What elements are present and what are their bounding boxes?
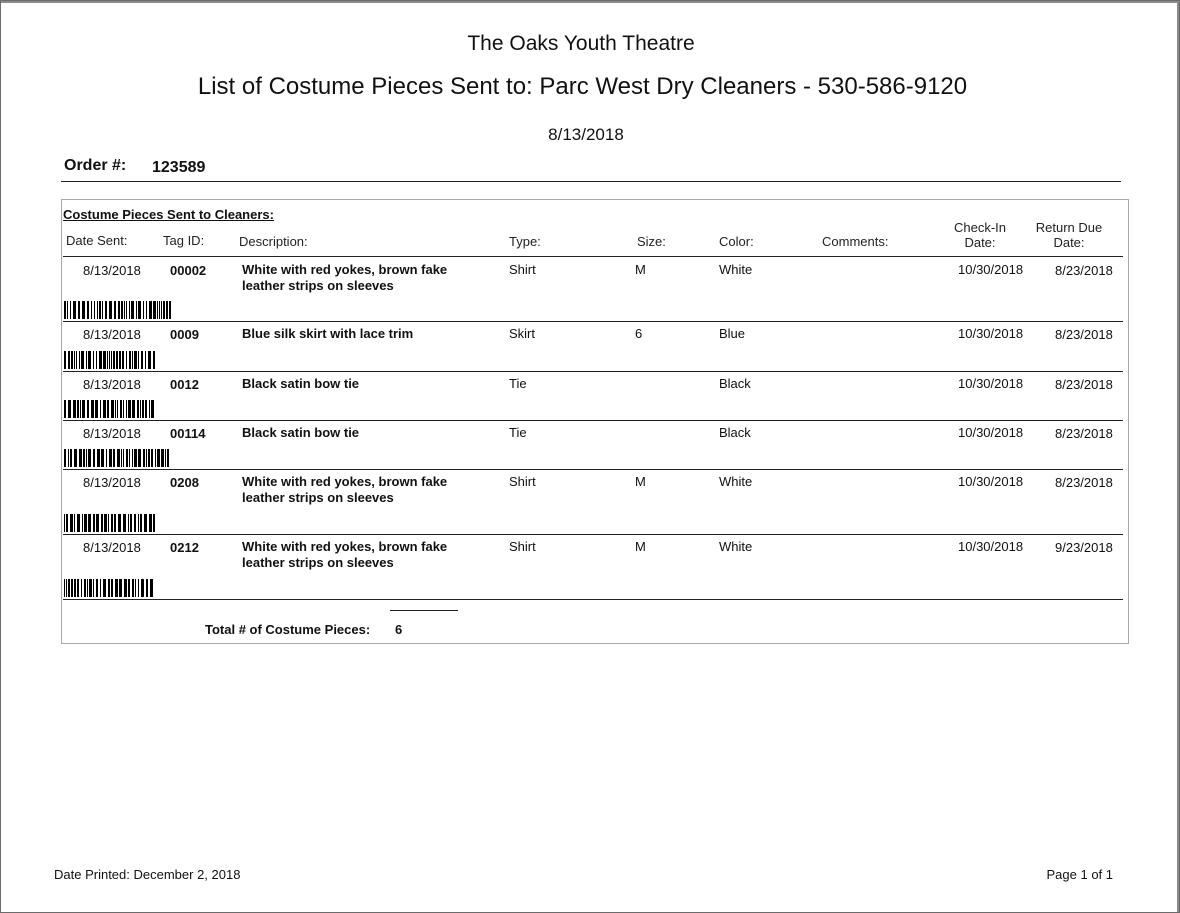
header-return-line1: Return Due <box>1035 220 1103 235</box>
organization-title: The Oaks Youth Theatre <box>467 32 695 55</box>
header-checkin-line1: Check-In <box>953 220 1007 235</box>
cell-checkin: 10/30/2018 <box>958 376 1024 391</box>
cell-description <box>242 326 413 342</box>
cell-return-due: 9/23/2018 <box>1055 540 1113 555</box>
cell-description <box>242 474 447 506</box>
order-divider <box>61 181 1121 182</box>
cell-description <box>242 376 359 392</box>
cell-description <box>242 262 447 294</box>
total-label: Total # of Costume Pieces: <box>205 622 371 637</box>
description-line-1: White with red yokes, brown fake <box>242 474 448 489</box>
cell-color: Blue <box>719 326 746 341</box>
description-line-1: White with red yokes, brown fake <box>242 262 448 277</box>
cell-return-due: 8/23/2018 <box>1055 263 1113 278</box>
cell-date-sent: 8/13/2018 <box>83 475 141 490</box>
cell-type: Skirt <box>509 326 535 341</box>
table-row <box>63 257 1123 322</box>
description-line-1: Blue silk skirt with lace trim <box>242 326 414 341</box>
cell-checkin: 10/30/2018 <box>958 425 1024 440</box>
description-line-2: leather strips on sleeves <box>242 490 394 505</box>
barcode-graphic <box>63 351 157 369</box>
description-line-2: leather strips on sleeves <box>242 555 394 570</box>
cell-return-due: 8/23/2018 <box>1055 426 1113 441</box>
cell-date-sent: 8/13/2018 <box>83 327 141 342</box>
cell-color: Black <box>719 425 751 440</box>
cell-tag-id: 00114 <box>170 426 206 441</box>
header-date-sent: Date Sent: <box>66 233 128 248</box>
cell-checkin: 10/30/2018 <box>958 262 1024 277</box>
total-divider <box>390 610 458 611</box>
table-row <box>63 321 1123 372</box>
header-size: Size: <box>637 234 666 249</box>
barcode-graphic <box>63 449 173 467</box>
cell-date-sent: 8/13/2018 <box>83 426 141 441</box>
cell-type: Tie <box>509 425 527 440</box>
cell-type: Shirt <box>509 474 536 489</box>
cell-size: M <box>635 539 646 554</box>
header-checkin-line2: Date: <box>964 235 996 250</box>
cell-tag-id: 0208 <box>170 475 199 490</box>
barcode-graphic <box>63 579 157 597</box>
description-line-1: Black satin bow tie <box>242 376 360 391</box>
cell-color: Black <box>719 376 751 391</box>
cell-checkin: 10/30/2018 <box>958 539 1024 554</box>
header-checkin-date <box>940 220 1020 250</box>
cell-date-sent: 8/13/2018 <box>83 540 141 555</box>
cell-date-sent: 8/13/2018 <box>83 377 141 392</box>
cell-size: M <box>635 262 646 277</box>
cell-tag-id: 0009 <box>170 327 199 342</box>
header-description: Description: <box>239 234 308 249</box>
table-row <box>63 420 1123 470</box>
order-number-label: Order #: <box>64 157 127 174</box>
cell-color: White <box>719 474 753 489</box>
cell-tag-id: 00002 <box>170 263 207 278</box>
report-title: List of Costume Pieces Sent to: Parc West Dry Cleaners - 530-586-9120 <box>197 73 968 100</box>
table-row <box>63 371 1123 421</box>
cell-type: Shirt <box>509 262 536 277</box>
cell-size: 6 <box>635 326 643 341</box>
report-date: 8/13/2018 <box>548 125 624 144</box>
cell-type: Shirt <box>509 539 536 554</box>
cell-type: Tie <box>509 376 527 391</box>
costume-items-section <box>61 199 1129 644</box>
header-return-line2: Date: <box>1053 235 1085 250</box>
description-line-1: Black satin bow tie <box>242 425 360 440</box>
section-title: Costume Pieces Sent to Cleaners: <box>63 207 274 222</box>
cell-description <box>242 425 359 441</box>
order-number-value: 123589 <box>152 159 206 176</box>
header-type: Type: <box>509 234 541 249</box>
cell-size: M <box>635 474 646 489</box>
table-row <box>63 534 1123 600</box>
cell-color: White <box>719 539 753 554</box>
barcode-graphic <box>63 514 157 532</box>
total-value: 6 <box>395 622 403 637</box>
cell-return-due: 8/23/2018 <box>1055 475 1113 490</box>
cell-return-due: 8/23/2018 <box>1055 377 1113 392</box>
header-return-due-date <box>1024 220 1114 250</box>
cell-tag-id: 0212 <box>170 540 199 555</box>
cell-date-sent: 8/13/2018 <box>83 263 141 278</box>
description-line-2: leather strips on sleeves <box>242 278 394 293</box>
date-printed: Date Printed: December 2, 2018 <box>54 867 241 882</box>
cell-return-due: 8/23/2018 <box>1055 327 1113 342</box>
description-line-1: White with red yokes, brown fake <box>242 539 448 554</box>
cell-checkin: 10/30/2018 <box>958 474 1024 489</box>
barcode-graphic <box>63 400 157 418</box>
barcode-graphic <box>63 301 173 319</box>
cell-color: White <box>719 262 753 277</box>
cell-description <box>242 539 447 571</box>
cell-tag-id: 0012 <box>170 377 199 392</box>
page-number: Page 1 of 1 <box>1046 867 1113 882</box>
header-color: Color: <box>719 234 754 249</box>
header-comments: Comments: <box>822 234 889 249</box>
table-row <box>63 469 1123 535</box>
cell-checkin: 10/30/2018 <box>958 326 1024 341</box>
header-tag-id: Tag ID: <box>163 233 205 248</box>
